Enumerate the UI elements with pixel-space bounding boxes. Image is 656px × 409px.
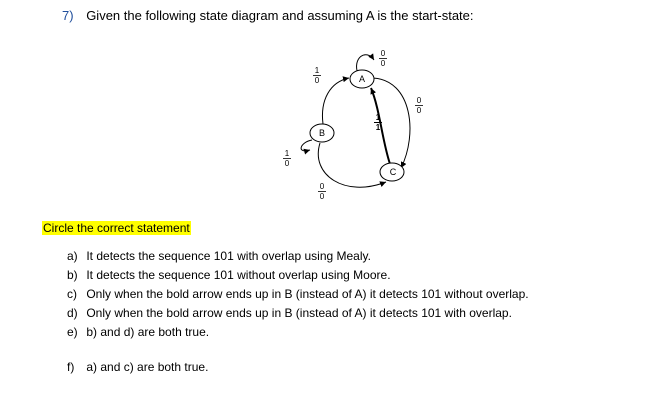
option-c[interactable] (67, 287, 529, 301)
label-a-self (379, 49, 387, 68)
label-a-to-c-num: 0 (416, 96, 422, 105)
label-c-to-a-num: 1 (375, 113, 381, 122)
label-a-self-den: 0 (380, 59, 386, 68)
edge-b-to-a (322, 78, 349, 124)
option-f-text: a) and c) are both true. (86, 360, 209, 374)
edge-b-to-c (318, 143, 386, 187)
label-b-to-a-num: 1 (314, 66, 320, 75)
state-a-label: A (358, 74, 366, 84)
label-b-to-a (313, 66, 321, 85)
label-b-to-c-num: 0 (319, 182, 325, 191)
option-d[interactable] (67, 306, 512, 320)
edge-b-self-loop (301, 140, 312, 151)
state-c (380, 163, 404, 181)
option-d-text: Only when the bold arrow ends up in B (instead of A) it detects 101 with overlap. (86, 306, 512, 320)
label-b-to-c-den: 0 (319, 192, 325, 201)
instruction-highlight: Circle the correct statement (43, 221, 190, 235)
option-a[interactable] (67, 249, 371, 263)
state-b-label: B (318, 128, 326, 138)
question-number: 7) (62, 8, 74, 23)
option-b[interactable] (67, 268, 391, 282)
label-a-to-c-den: 0 (416, 106, 422, 115)
label-b-to-c (318, 182, 326, 201)
option-c-label: c) (67, 287, 77, 301)
state-c-label: C (389, 167, 397, 177)
option-a-text: It detects the sequence 101 with overlap using Mealy. (86, 249, 371, 263)
question-prompt: Given the following state diagram and assuming A is the start-state: (86, 8, 474, 23)
option-e[interactable] (67, 325, 209, 339)
option-b-text: It detects the sequence 101 without overlap using Moore. (86, 268, 391, 282)
state-a (350, 70, 374, 88)
option-a-label: a) (67, 249, 78, 263)
state-b (310, 124, 334, 142)
label-c-to-a-den: 1 (375, 123, 381, 132)
option-f[interactable] (67, 360, 208, 374)
edge-c-to-a-bold (371, 88, 390, 164)
label-b-to-a-den: 0 (314, 76, 320, 85)
option-e-text: b) and d) are both true. (86, 325, 210, 339)
label-a-to-c (415, 96, 423, 115)
option-c-text: Only when the bold arrow ends up in B (instead of A) it detects 101 without overlap. (86, 287, 529, 301)
option-e-label: e) (67, 325, 78, 339)
label-b-self (283, 149, 291, 168)
option-f-label: f) (67, 360, 75, 374)
label-b-self-den: 0 (284, 159, 290, 168)
option-b-label: b) (67, 268, 78, 282)
label-a-self-num: 0 (380, 49, 386, 58)
option-d-label: d) (67, 306, 78, 320)
label-b-self-num: 1 (284, 149, 290, 158)
